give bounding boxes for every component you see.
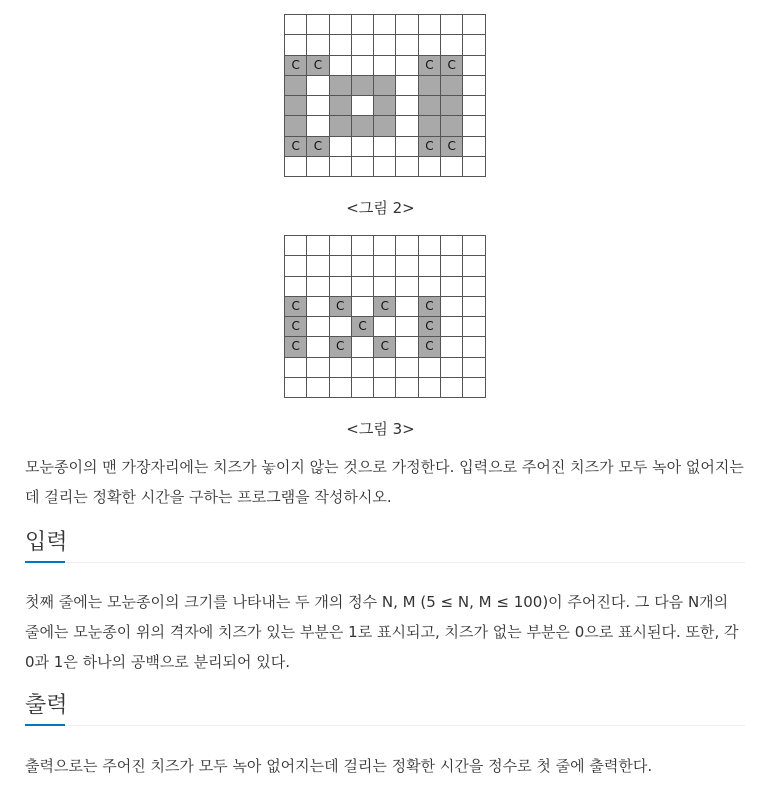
empty-cell [374, 317, 396, 337]
cheese-cell-labeled: C [330, 337, 352, 357]
empty-cell [463, 76, 485, 96]
cheese-cell-labeled: C [285, 337, 307, 357]
cheese-cell [285, 96, 307, 116]
cheese-cell [374, 116, 396, 136]
empty-cell [419, 358, 441, 378]
cheese-cell [419, 76, 441, 96]
empty-cell [330, 317, 352, 337]
empty-cell [463, 317, 485, 337]
empty-cell [441, 378, 463, 398]
empty-cell [419, 35, 441, 55]
empty-cell [307, 256, 329, 276]
empty-cell [374, 236, 396, 256]
empty-cell [396, 96, 418, 116]
empty-cell [441, 35, 463, 55]
cheese-cell-labeled: C [285, 317, 307, 337]
empty-cell [374, 277, 396, 297]
cheese-cell-labeled: C [352, 317, 374, 337]
empty-cell [307, 35, 329, 55]
cheese-cell [330, 76, 352, 96]
empty-cell [463, 157, 485, 177]
output-description: 출력으로는 주어진 치즈가 모두 녹아 없어지는데 걸리는 정확한 시간을 정수로 첫 줄에 출력한다. [25, 757, 653, 775]
empty-cell [307, 96, 329, 116]
empty-cell [285, 236, 307, 256]
empty-cell [441, 15, 463, 35]
empty-cell [419, 236, 441, 256]
empty-cell [307, 317, 329, 337]
empty-cell [285, 157, 307, 177]
cheese-cell-labeled: C [285, 56, 307, 76]
empty-cell [396, 76, 418, 96]
input-heading: 입력 [25, 530, 68, 555]
cheese-cell [441, 116, 463, 136]
empty-cell [285, 256, 307, 276]
empty-cell [419, 15, 441, 35]
empty-cell [330, 256, 352, 276]
empty-cell [352, 15, 374, 35]
empty-cell [285, 358, 307, 378]
empty-cell [352, 236, 374, 256]
empty-cell [396, 378, 418, 398]
empty-cell [307, 76, 329, 96]
cheese-cell [441, 76, 463, 96]
empty-cell [463, 378, 485, 398]
empty-cell [307, 337, 329, 357]
empty-cell [307, 277, 329, 297]
empty-cell [352, 358, 374, 378]
empty-cell [307, 236, 329, 256]
empty-cell [396, 15, 418, 35]
empty-cell [396, 236, 418, 256]
empty-cell [285, 15, 307, 35]
cheese-cell-labeled: C [307, 56, 329, 76]
cheese-cell [374, 76, 396, 96]
empty-cell [441, 337, 463, 357]
empty-cell [396, 137, 418, 157]
empty-cell [463, 236, 485, 256]
empty-cell [352, 137, 374, 157]
cheese-cell [374, 96, 396, 116]
empty-cell [330, 236, 352, 256]
figure-2-grid [284, 14, 486, 177]
empty-cell [352, 96, 374, 116]
empty-cell [330, 358, 352, 378]
empty-cell [330, 137, 352, 157]
empty-cell [463, 137, 485, 157]
cheese-cell-labeled: C [419, 137, 441, 157]
cheese-cell [330, 116, 352, 136]
empty-cell [330, 277, 352, 297]
empty-cell [396, 317, 418, 337]
cheese-cell-labeled: C [285, 297, 307, 317]
empty-cell [463, 358, 485, 378]
empty-cell [396, 35, 418, 55]
cheese-cell-labeled: C [441, 56, 463, 76]
cheese-cell-labeled: C [374, 337, 396, 357]
empty-cell [463, 35, 485, 55]
empty-cell [396, 337, 418, 357]
empty-cell [374, 137, 396, 157]
cheese-cell-labeled: C [419, 317, 441, 337]
output-heading-rule [25, 725, 745, 726]
input-description: 첫째 줄에는 모눈종이의 크기를 나타내는 두 개의 정수 N, M (5 ≤ N, M ≤ 100)이 주어진다. 그 다음 N개의 줄에는 모눈종이 위의 격자에 치즈가 있는 부분은 1로 표시되고, 치즈가 없는 부분은 0으로 표시된다. 또한, 각 0과 1은 하나의 공백으로 분리되어 있다. [25, 593, 739, 671]
empty-cell [374, 56, 396, 76]
output-heading: 출력 [25, 693, 68, 718]
empty-cell [330, 15, 352, 35]
empty-cell [307, 157, 329, 177]
empty-cell [463, 277, 485, 297]
cheese-cell [285, 76, 307, 96]
empty-cell [463, 116, 485, 136]
empty-cell [285, 35, 307, 55]
empty-cell [330, 56, 352, 76]
empty-cell [463, 15, 485, 35]
output-heading-accent [25, 724, 65, 726]
empty-cell [330, 378, 352, 398]
cheese-cell-labeled: C [441, 137, 463, 157]
cheese-cell-labeled: C [285, 137, 307, 157]
empty-cell [352, 297, 374, 317]
empty-cell [441, 157, 463, 177]
input-heading-rule [25, 562, 745, 563]
empty-cell [463, 297, 485, 317]
empty-cell [419, 378, 441, 398]
empty-cell [463, 337, 485, 357]
empty-cell [374, 157, 396, 177]
empty-cell [441, 358, 463, 378]
empty-cell [352, 378, 374, 398]
empty-cell [396, 277, 418, 297]
empty-cell [285, 277, 307, 297]
cheese-cell-labeled: C [419, 337, 441, 357]
empty-cell [419, 157, 441, 177]
empty-cell [374, 35, 396, 55]
empty-cell [441, 317, 463, 337]
cheese-cell [352, 76, 374, 96]
empty-cell [374, 15, 396, 35]
problem-description: 모눈종이의 맨 가장자리에는 치즈가 놓이지 않는 것으로 가정한다. 입력으로 주어진 치즈가 모두 녹아 없어지는데 걸리는 정확한 시간을 구하는 프로그램을 작성하시오. [25, 458, 744, 506]
empty-cell [396, 157, 418, 177]
cheese-cell-labeled: C [419, 297, 441, 317]
empty-cell [419, 277, 441, 297]
empty-cell [352, 35, 374, 55]
empty-cell [463, 96, 485, 116]
cheese-cell-labeled: C [330, 297, 352, 317]
empty-cell [396, 256, 418, 276]
cheese-cell [419, 96, 441, 116]
empty-cell [307, 358, 329, 378]
empty-cell [463, 256, 485, 276]
figure-3-grid [284, 235, 486, 398]
empty-cell [419, 256, 441, 276]
empty-cell [441, 297, 463, 317]
cheese-cell-labeled: C [374, 297, 396, 317]
cheese-cell [352, 116, 374, 136]
empty-cell [374, 358, 396, 378]
empty-cell [463, 56, 485, 76]
cheese-cell [419, 116, 441, 136]
cheese-cell [441, 96, 463, 116]
cheese-cell-labeled: C [307, 137, 329, 157]
cheese-cell [330, 96, 352, 116]
empty-cell [441, 256, 463, 276]
empty-cell [396, 56, 418, 76]
empty-cell [307, 297, 329, 317]
figure-2-caption: <그림 2> [346, 199, 415, 217]
empty-cell [307, 116, 329, 136]
empty-cell [307, 378, 329, 398]
empty-cell [374, 378, 396, 398]
empty-cell [330, 157, 352, 177]
empty-cell [352, 256, 374, 276]
empty-cell [374, 256, 396, 276]
empty-cell [307, 15, 329, 35]
empty-cell [330, 35, 352, 55]
empty-cell [396, 297, 418, 317]
empty-cell [441, 277, 463, 297]
empty-cell [352, 157, 374, 177]
empty-cell [396, 358, 418, 378]
cheese-cell-labeled: C [419, 56, 441, 76]
empty-cell [352, 277, 374, 297]
empty-cell [352, 337, 374, 357]
figure-3-caption: <그림 3> [346, 420, 415, 438]
empty-cell [441, 236, 463, 256]
empty-cell [285, 378, 307, 398]
cheese-cell [285, 116, 307, 136]
input-heading-accent [25, 561, 65, 563]
empty-cell [352, 56, 374, 76]
empty-cell [396, 116, 418, 136]
